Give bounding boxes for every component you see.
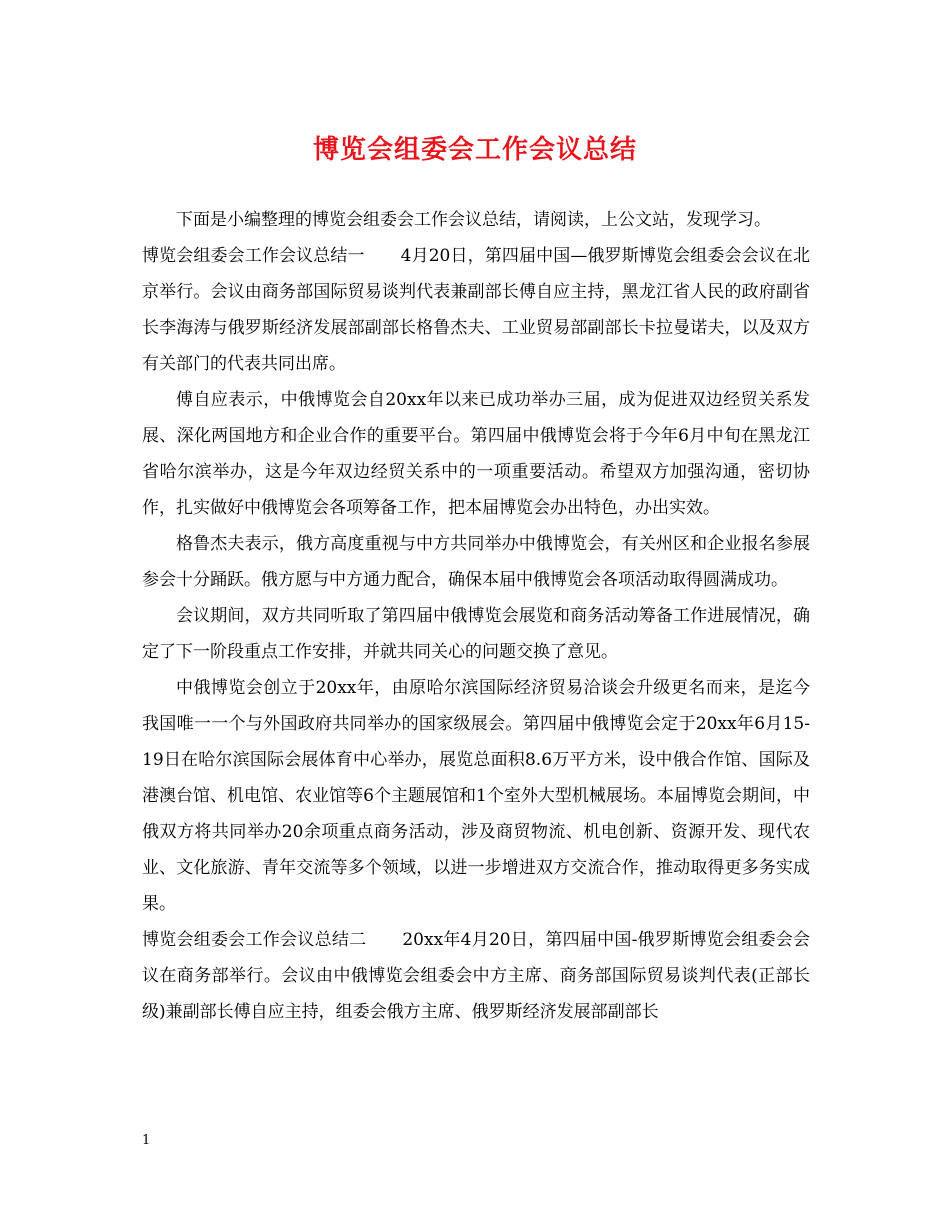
page-number: 1 — [142, 1133, 151, 1148]
paragraph-text: 中俄博览会创立于20xx年，由原哈尔滨国际经济贸易洽谈会升级更名而来，是迄今我国唯一一个与外国政府共同举办的国家级展会。第四届中俄博览会定于20xx年6月15-19日在哈尔滨国际会展体育中心举办，展览总面积8.6万平方米，设中俄合作馆、国际及港澳台馆、机电馆、农业馆等6个主题展馆和1个室外大型机械展场。本届博览会期间，中俄双方将共同举办20余项重点商务活动，涉及商贸物流、机电创新、资源开发、现代农业、文化旅游、青年交流等多个领域，以进一步增进双方交流合作，推动取得更多务实成果。 — [142, 678, 810, 914]
paragraph-summary-two — [142, 922, 810, 1030]
paragraph-text: 格鲁杰夫表示，俄方高度重视与中方共同举办中俄博览会，有关州区和企业报名参展参会十分踊跃。俄方愿与中方通力配合，确保本届中俄博览会各项活动取得圆满成功。 — [142, 534, 810, 590]
paragraph-text: 下面是小编整理的博览会组委会工作会议总结，请阅读，上公文站，发现学习。 — [176, 210, 771, 230]
paragraph-expo-background — [142, 670, 810, 922]
section-heading: 博览会组委会工作会议总结一 — [142, 246, 365, 266]
document-body — [142, 202, 810, 1030]
paragraph-intro — [142, 202, 810, 238]
section-heading: 博览会组委会工作会议总结二 — [142, 930, 367, 950]
paragraph-text: 20xx年4月20日，第四届中国-俄罗斯博览会组委会会议在商务部举行。会议由中俄博览会组委会中方主席、商务部国际贸易谈判代表(正部长级)兼副部长傅自应主持，组委会俄方主席、俄罗斯经济发展部副部长 — [142, 930, 810, 1022]
paragraph-text: 会议期间，双方共同听取了第四届中俄博览会展览和商务活动筹备工作进展情况，确定了下一阶段重点工作安排，并就共同关心的问题交换了意见。 — [142, 606, 810, 662]
paragraph-fu-ziying — [142, 382, 810, 526]
paragraph-text: 4月20日，第四届中国—俄罗斯博览会组委会会议在北京举行。会议由商务部国际贸易谈判代表兼副部长傅自应主持，黑龙江省人民的政府副省长李海涛与俄罗斯经济发展部副部长格鲁杰夫、工业贸易部副部长卡拉曼诺夫，以及双方有关部门的代表共同出席。 — [142, 246, 811, 374]
paragraph-meeting — [142, 598, 810, 670]
paragraph-gelujiefu — [142, 526, 810, 598]
document-title: 博览会组委会工作会议总结 — [312, 135, 637, 165]
paragraph-summary-one — [142, 238, 810, 382]
paragraph-text: 傅自应表示，中俄博览会自20xx年以来已成功举办三届，成为促进双边经贸关系发展、深化两国地方和企业合作的重要平台。第四届中俄博览会将于今年6月中旬在黑龙江省哈尔滨举办，这是今年双边经贸关系中的一项重要活动。希望双方加强沟通，密切协作，扎实做好中俄博览会各项筹备工作，把本届博览会办出特色，办出实效。 — [142, 390, 810, 518]
